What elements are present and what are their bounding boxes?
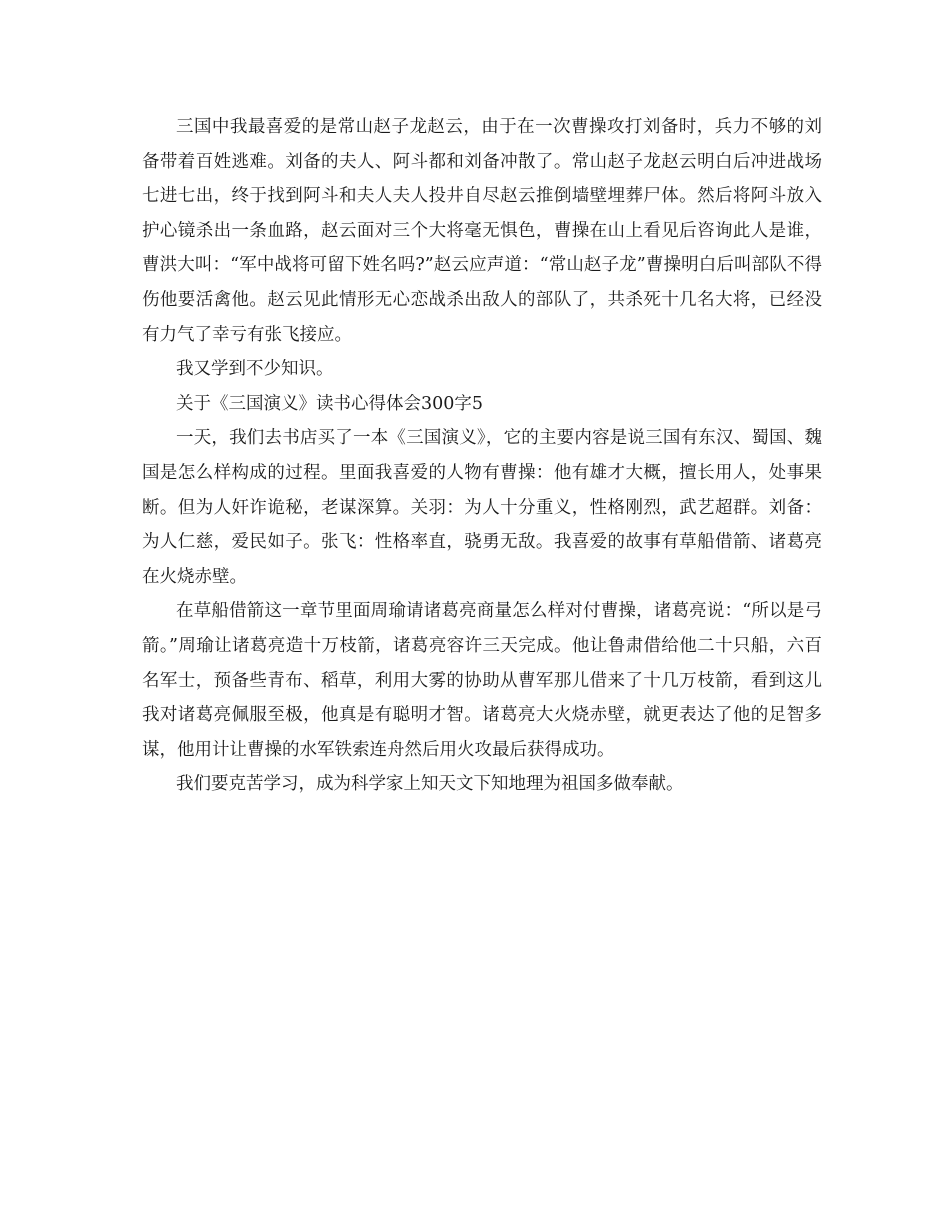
paragraph-learned-knowledge: 我又学到不少知识。 (176, 359, 334, 380)
paragraph-zhao-yun-story: 三国中我最喜爱的是常山赵子龙赵云，由于在一次曹操攻打刘备时，兵力不够的刘备带着百姓逃难。刘备的夫人、阿斗都和刘备冲散了。常山赵子龙赵云明白后冲进战场七进七出，终于找到阿斗和夫人夫人投井自尽赵云推倒墙壁埋葬尸体。然后将阿斗放入护心镜杀出一条血路，赵云面对三个大将毫无惧色，曹操在山上看见后咨询此人是谁，曹洪大叫：“军中战将可留下姓名吗?”赵云应声道：“常山赵子龙”曹操明白后叫部队不得伤他要活禽他。赵云见此情形无心恋战杀出敌人的部队了，共杀死十几名大将，已经没有力气了幸亏有张飞接应。 (142, 117, 822, 345)
paragraph-borrowing-arrows: 在草船借箭这一章节里面周瑜请诸葛亮商量怎么样对付曹操，诸葛亮说：“所以是弓箭。”周瑜让诸葛亮造十万枝箭，诸葛亮容许三天完成。他让鲁肃借给他二十只船，六百名军士，预备些青布、稻草，利用大雾的协助从曹军那儿借来了十几万枝箭，看到这儿我对诸葛亮佩服至极，他真是有聪明才智。诸葛亮大火烧赤壁，就更表达了他的足智多谋，他用计让曹操的水军铁索连舟然后用火攻最后获得成功。 (142, 601, 822, 760)
document-body (142, 110, 822, 802)
section-heading: 关于《三国演义》读书心得体会300字5 (176, 393, 484, 414)
paragraph-bookstore: 一天，我们去书店买了一本《三国演义》，它的主要内容是说三国有东汉、蜀国、魏国是怎么样构成的过程。里面我喜爱的人物有曹操：他有雄才大概，擅长用人，处事果断。但为人奸诈诡秘，老谋深算。关羽：为人十分重义，性格刚烈，武艺超群。刘备：为人仁慈，爱民如子。张飞：性格率直，骁勇无敌。我喜爱的故事有草船借箭、诸葛亮在火烧赤壁。 (142, 428, 822, 587)
paragraph-conclusion: 我们要克苦学习，成为科学家上知天文下知地理为祖国多做奉献。 (176, 774, 684, 795)
